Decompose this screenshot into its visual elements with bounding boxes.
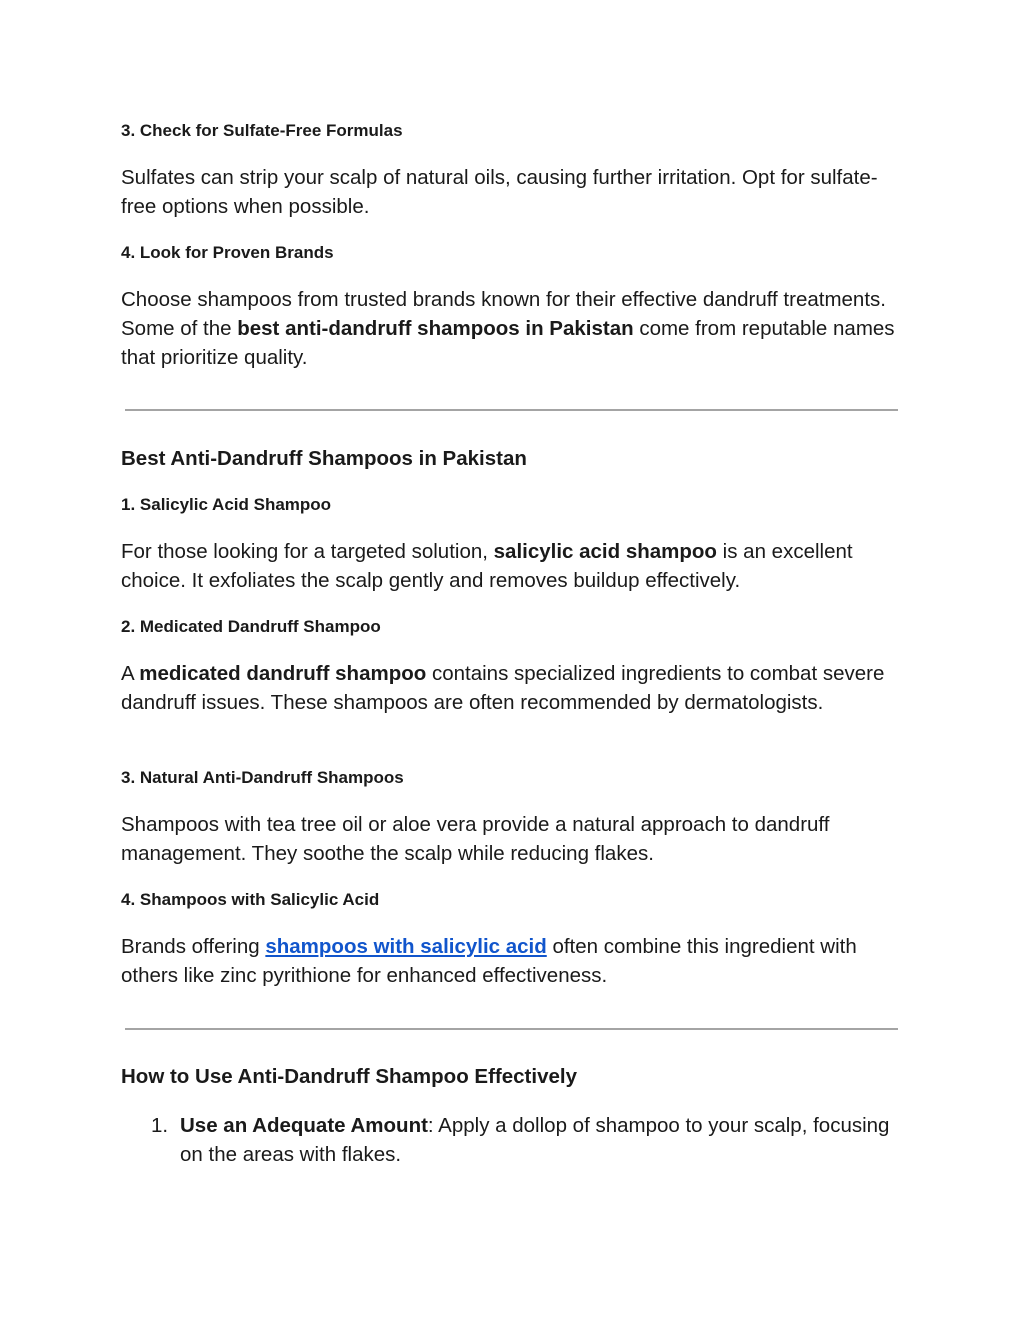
paragraph-text: A	[121, 662, 140, 685]
paragraph-proven-brands	[121, 285, 911, 372]
paragraph-text: Choose shampoos from trusted brands known for their effective dandruff treatments. Some of the	[121, 288, 886, 340]
paragraph-shampoos-with-salicylic-acid	[121, 932, 911, 990]
bold-phrase: salicylic acid shampoo	[493, 540, 717, 563]
paragraph-medicated-shampoo	[121, 659, 911, 717]
bold-phrase: medicated dandruff shampoo	[139, 662, 427, 685]
item-heading-natural-shampoos: 3. Natural Anti-Dandruff Shampoos	[121, 768, 404, 787]
paragraph-text: Shampoos with tea tree oil or aloe vera provide a natural approach to dandruff management. They soothe the scalp while reducing flakes.	[121, 813, 830, 865]
list-item	[121, 1111, 911, 1169]
item-heading-shampoos-with-salicylic-acid: 4. Shampoos with Salicylic Acid	[121, 890, 380, 909]
horizontal-divider	[125, 409, 898, 411]
section-heading-proven-brands: 4. Look for Proven Brands	[121, 243, 334, 262]
paragraph-sulfate-free	[121, 163, 911, 221]
list-item-text: : Apply a dollop of shampoo to your scalp, focusing on the areas with flakes.	[180, 1114, 890, 1166]
paragraph-text: Sulfates can strip your scalp of natural oils, causing further irritation. Opt for sulfate-free options when possible.	[121, 166, 878, 218]
paragraph-text: come from reputable names that prioritize quality.	[121, 317, 895, 369]
paragraph-text: Brands offering	[121, 935, 266, 958]
section-title-best-shampoos: Best Anti-Dandruff Shampoos in Pakistan	[121, 447, 527, 470]
salicylic-acid-link[interactable]: shampoos with salicylic acid	[265, 935, 547, 958]
paragraph-text: For those looking for a targeted solution,	[121, 540, 494, 563]
paragraph-salicylic-acid-shampoo	[121, 537, 911, 595]
item-heading-salicylic-acid-shampoo: 1. Salicylic Acid Shampoo	[121, 495, 332, 514]
paragraph-natural-shampoos	[121, 810, 911, 868]
paragraph-text: contains specialized ingredients to combat severe dandruff issues. These shampoos are often recommended by dermatologists.	[121, 662, 885, 714]
bold-phrase: Use an Adequate Amount	[180, 1114, 428, 1137]
usage-steps-list	[121, 1111, 911, 1169]
item-heading-medicated-shampoo: 2. Medicated Dandruff Shampoo	[121, 617, 381, 636]
paragraph-text: often combine this ingredient with others like zinc pyrithione for enhanced effectiveness.	[121, 935, 857, 987]
bold-phrase: best anti-dandruff shampoos in Pakistan	[237, 317, 634, 340]
horizontal-divider	[125, 1028, 898, 1030]
section-heading-sulfate-free: 3. Check for Sulfate-Free Formulas	[121, 121, 403, 140]
paragraph-text: is an excellent choice. It exfoliates the scalp gently and removes buildup effectively.	[121, 540, 853, 592]
section-title-how-to-use: How to Use Anti-Dandruff Shampoo Effectively	[121, 1065, 577, 1088]
list-number: 1.	[151, 1114, 169, 1137]
